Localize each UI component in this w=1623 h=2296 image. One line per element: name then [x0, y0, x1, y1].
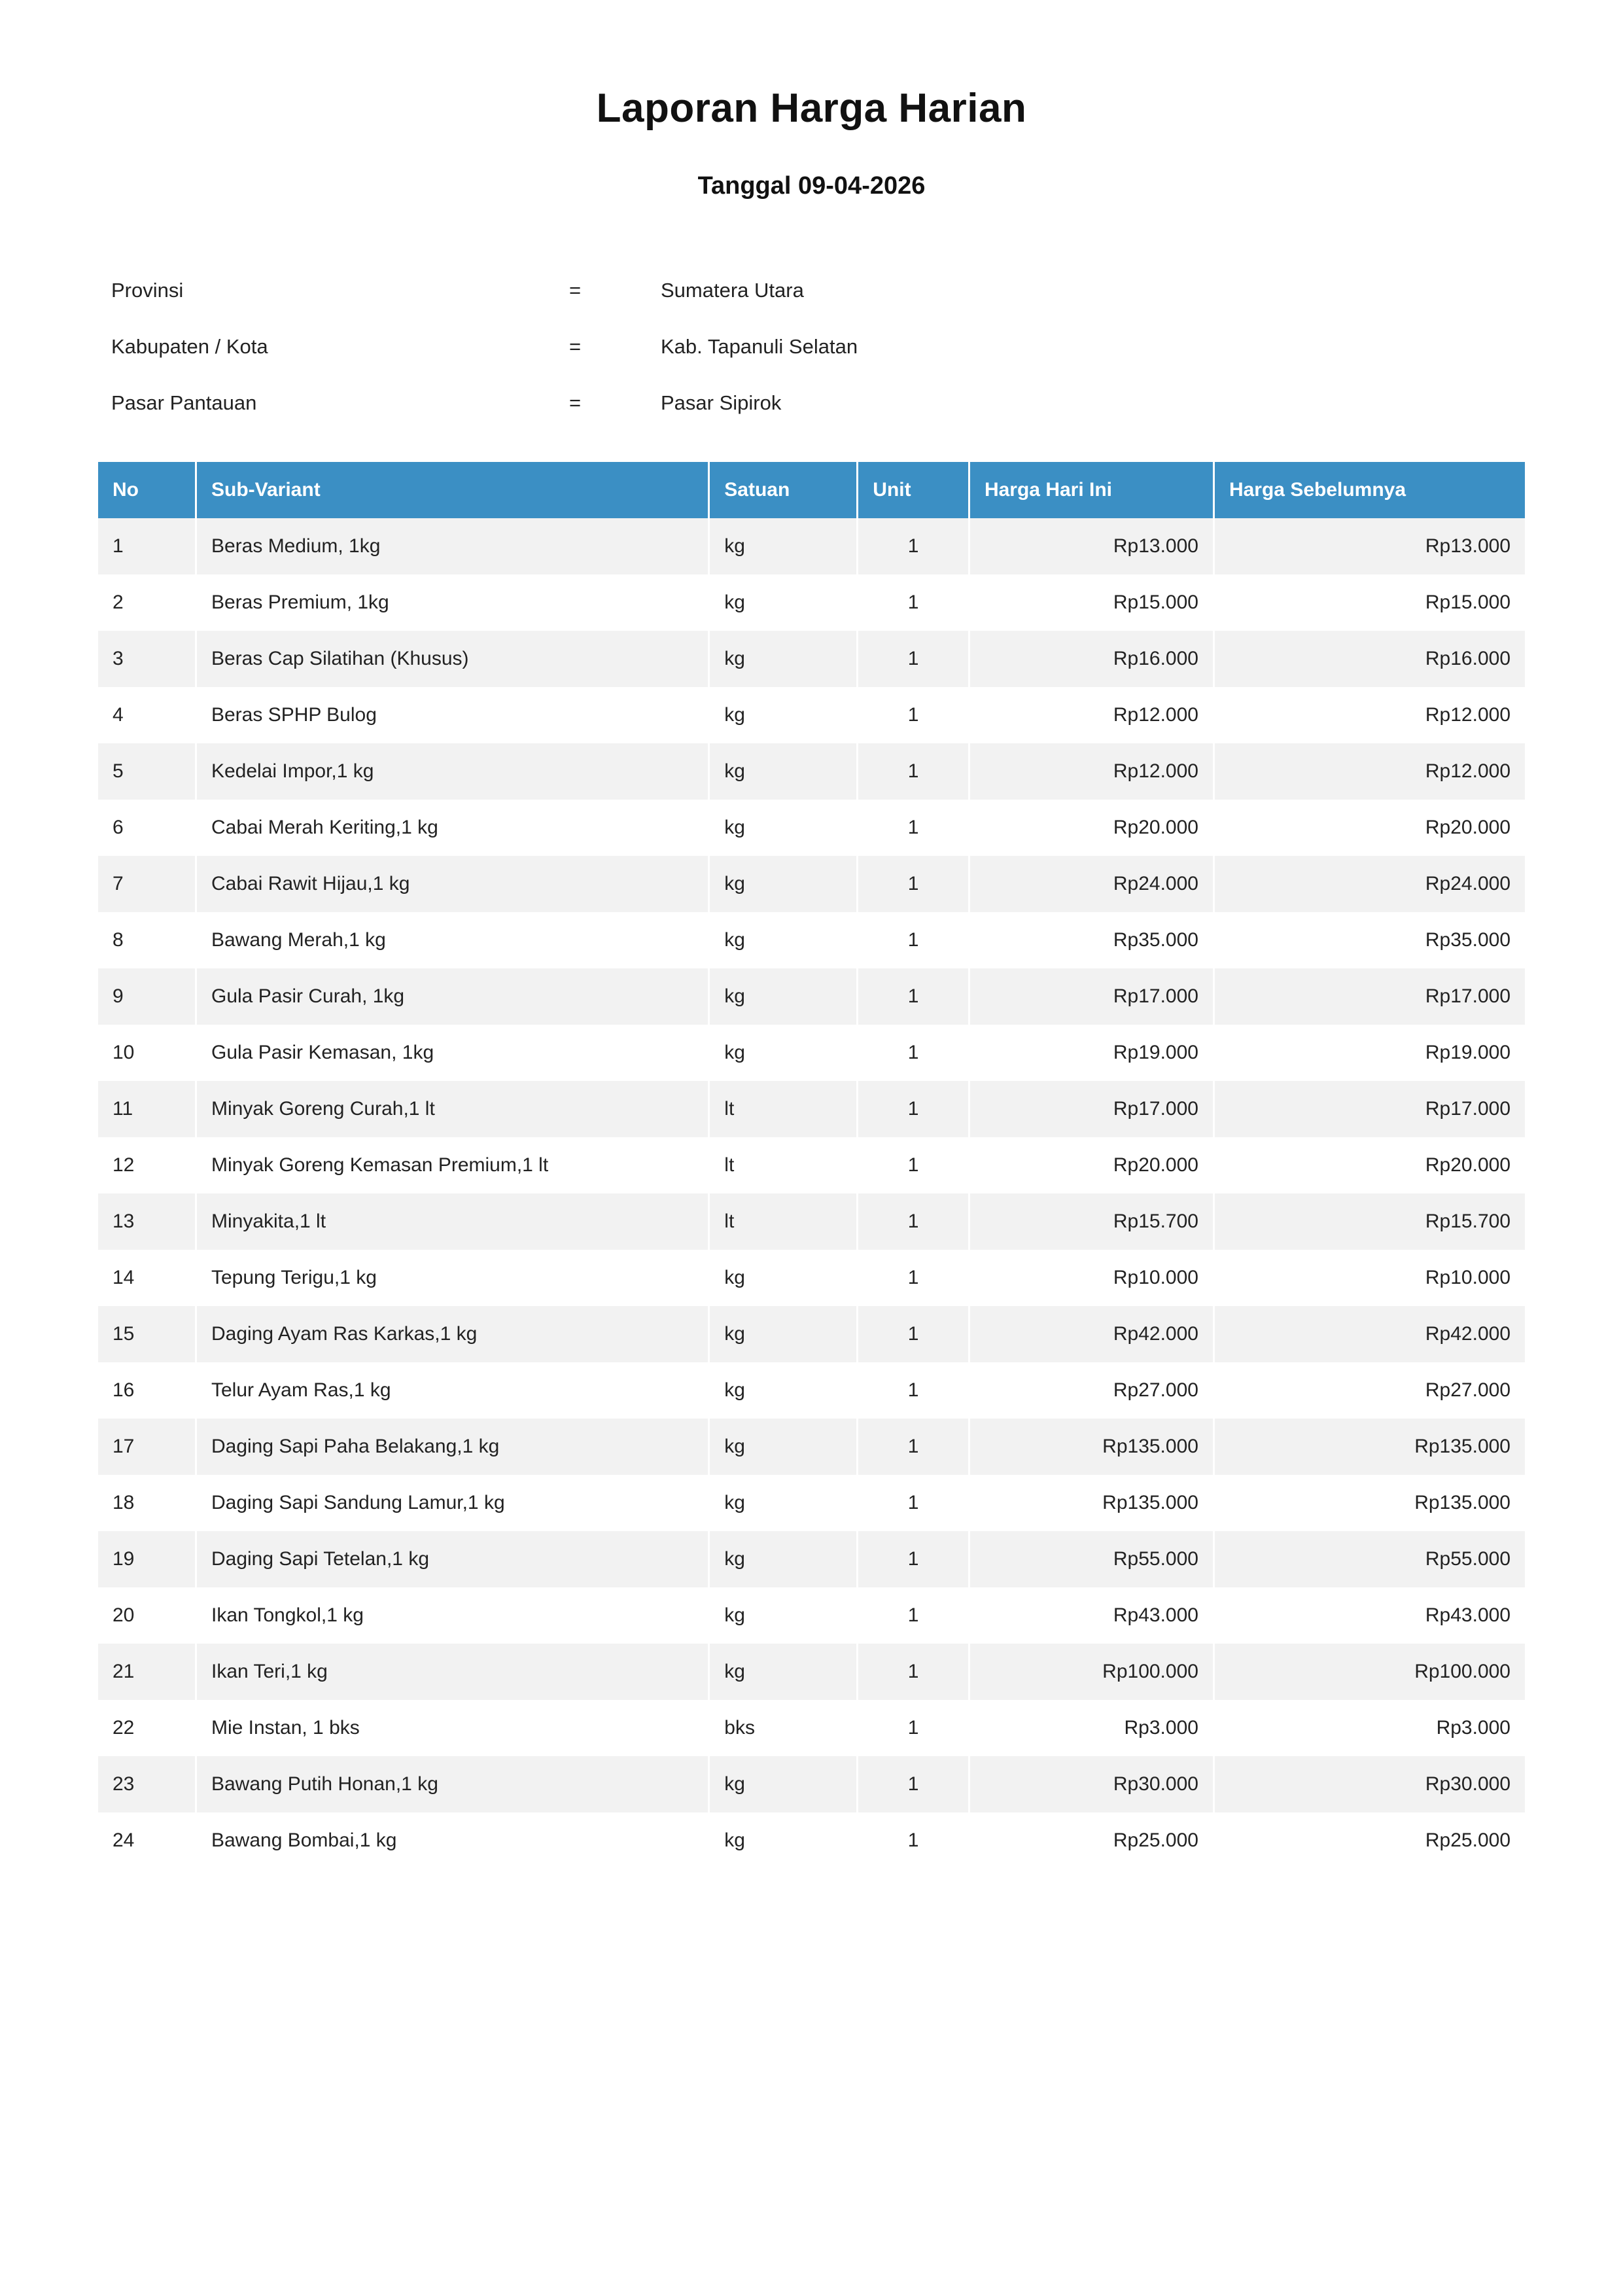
- cell-no: 7: [98, 856, 196, 912]
- table-row: [98, 743, 1525, 800]
- table-header: [98, 462, 1525, 518]
- cell-harga-sebelumnya: Rp15.700: [1213, 1193, 1525, 1250]
- cell-harga-sebelumnya: Rp35.000: [1213, 912, 1525, 968]
- column-header-unit: Unit: [858, 462, 969, 518]
- table-body: [98, 518, 1525, 1869]
- cell-variant: Ikan Tongkol,1 kg: [196, 1587, 708, 1644]
- meta-row-kabupaten: [111, 335, 1525, 359]
- cell-harga-hari-ini: Rp35.000: [969, 912, 1213, 968]
- meta-separator: =: [569, 391, 582, 414]
- cell-unit: 1: [858, 1362, 969, 1419]
- cell-satuan: lt: [709, 1081, 858, 1137]
- table-row: [98, 1644, 1525, 1700]
- cell-variant: Cabai Rawit Hijau,1 kg: [196, 856, 708, 912]
- cell-harga-hari-ini: Rp3.000: [969, 1700, 1213, 1756]
- cell-unit: 1: [858, 1531, 969, 1587]
- cell-no: 21: [98, 1644, 196, 1700]
- cell-no: 24: [98, 1812, 196, 1869]
- cell-satuan: kg: [709, 912, 858, 968]
- cell-variant: Ikan Teri,1 kg: [196, 1644, 708, 1700]
- cell-satuan: bks: [709, 1700, 858, 1756]
- table-row: [98, 800, 1525, 856]
- cell-harga-sebelumnya: Rp3.000: [1213, 1700, 1525, 1756]
- cell-variant: Gula Pasir Curah, 1kg: [196, 968, 708, 1025]
- meta-label-pasar: Pasar Pantauan: [111, 391, 257, 414]
- meta-label-provinsi: Provinsi: [111, 279, 184, 302]
- cell-harga-hari-ini: Rp12.000: [969, 743, 1213, 800]
- cell-variant: Beras SPHP Bulog: [196, 687, 708, 743]
- table-row: [98, 1137, 1525, 1193]
- page-title: Laporan Harga Harian: [596, 86, 1027, 131]
- cell-harga-hari-ini: Rp17.000: [969, 1081, 1213, 1137]
- table-row: [98, 1419, 1525, 1475]
- table-row: [98, 574, 1525, 631]
- cell-satuan: lt: [709, 1193, 858, 1250]
- meta-row-pasar: [111, 391, 1525, 415]
- cell-harga-hari-ini: Rp12.000: [969, 687, 1213, 743]
- meta-separator: =: [569, 279, 582, 302]
- cell-harga-sebelumnya: Rp20.000: [1213, 800, 1525, 856]
- table-row: [98, 968, 1525, 1025]
- cell-harga-sebelumnya: Rp135.000: [1213, 1419, 1525, 1475]
- cell-harga-hari-ini: Rp20.000: [969, 800, 1213, 856]
- meta-label-kabupaten: Kabupaten / Kota: [111, 335, 268, 358]
- cell-satuan: lt: [709, 1137, 858, 1193]
- meta-value-kabupaten: Kab. Tapanuli Selatan: [661, 335, 858, 358]
- cell-unit: 1: [858, 574, 969, 631]
- meta-value-pasar: Pasar Sipirok: [661, 391, 782, 414]
- cell-unit: 1: [858, 631, 969, 687]
- cell-harga-sebelumnya: Rp25.000: [1213, 1812, 1525, 1869]
- cell-harga-hari-ini: Rp100.000: [969, 1644, 1213, 1700]
- cell-no: 11: [98, 1081, 196, 1137]
- cell-unit: 1: [858, 1700, 969, 1756]
- cell-unit: 1: [858, 856, 969, 912]
- table-row: [98, 1193, 1525, 1250]
- cell-no: 17: [98, 1419, 196, 1475]
- cell-satuan: kg: [709, 743, 858, 800]
- table-row: [98, 518, 1525, 574]
- cell-unit: 1: [858, 1587, 969, 1644]
- cell-harga-hari-ini: Rp20.000: [969, 1137, 1213, 1193]
- cell-satuan: kg: [709, 1756, 858, 1812]
- column-header-harga-hari-ini: Harga Hari Ini: [969, 462, 1213, 518]
- table-row: [98, 1531, 1525, 1587]
- cell-no: 10: [98, 1025, 196, 1081]
- cell-variant: Beras Medium, 1kg: [196, 518, 708, 574]
- cell-harga-hari-ini: Rp42.000: [969, 1306, 1213, 1362]
- table-row: [98, 856, 1525, 912]
- cell-unit: 1: [858, 1250, 969, 1306]
- cell-no: 16: [98, 1362, 196, 1419]
- cell-unit: 1: [858, 1081, 969, 1137]
- cell-harga-sebelumnya: Rp30.000: [1213, 1756, 1525, 1812]
- cell-satuan: kg: [709, 631, 858, 687]
- cell-unit: 1: [858, 743, 969, 800]
- cell-harga-hari-ini: Rp55.000: [969, 1531, 1213, 1587]
- cell-variant: Daging Ayam Ras Karkas,1 kg: [196, 1306, 708, 1362]
- cell-harga-hari-ini: Rp27.000: [969, 1362, 1213, 1419]
- cell-variant: Daging Sapi Paha Belakang,1 kg: [196, 1419, 708, 1475]
- cell-variant: Tepung Terigu,1 kg: [196, 1250, 708, 1306]
- cell-no: 13: [98, 1193, 196, 1250]
- table-row: [98, 1081, 1525, 1137]
- cell-variant: Gula Pasir Kemasan, 1kg: [196, 1025, 708, 1081]
- column-header-harga-sebelumnya: Harga Sebelumnya: [1213, 462, 1525, 518]
- cell-satuan: kg: [709, 856, 858, 912]
- cell-variant: Bawang Merah,1 kg: [196, 912, 708, 968]
- cell-satuan: kg: [709, 1306, 858, 1362]
- cell-satuan: kg: [709, 1025, 858, 1081]
- table-row: [98, 1587, 1525, 1644]
- cell-satuan: kg: [709, 1362, 858, 1419]
- cell-satuan: kg: [709, 800, 858, 856]
- cell-no: 4: [98, 687, 196, 743]
- table-header-row: [98, 462, 1525, 518]
- cell-satuan: kg: [709, 687, 858, 743]
- cell-variant: Kedelai Impor,1 kg: [196, 743, 708, 800]
- cell-unit: 1: [858, 800, 969, 856]
- cell-variant: Minyak Goreng Curah,1 lt: [196, 1081, 708, 1137]
- column-header-no: No: [98, 462, 196, 518]
- cell-harga-hari-ini: Rp15.700: [969, 1193, 1213, 1250]
- cell-unit: 1: [858, 1193, 969, 1250]
- cell-harga-hari-ini: Rp10.000: [969, 1250, 1213, 1306]
- cell-unit: 1: [858, 518, 969, 574]
- cell-unit: 1: [858, 1475, 969, 1531]
- cell-unit: 1: [858, 1306, 969, 1362]
- cell-satuan: kg: [709, 1475, 858, 1531]
- table-row: [98, 631, 1525, 687]
- cell-variant: Minyakita,1 lt: [196, 1193, 708, 1250]
- cell-no: 3: [98, 631, 196, 687]
- meta-separator: =: [569, 335, 582, 358]
- cell-harga-sebelumnya: Rp24.000: [1213, 856, 1525, 912]
- cell-satuan: kg: [709, 1531, 858, 1587]
- cell-harga-sebelumnya: Rp17.000: [1213, 1081, 1525, 1137]
- cell-unit: 1: [858, 1644, 969, 1700]
- cell-harga-hari-ini: Rp30.000: [969, 1756, 1213, 1812]
- cell-no: 5: [98, 743, 196, 800]
- report-meta: [111, 279, 1525, 415]
- column-header-satuan: Satuan: [709, 462, 858, 518]
- cell-variant: Daging Sapi Tetelan,1 kg: [196, 1531, 708, 1587]
- cell-harga-sebelumnya: Rp10.000: [1213, 1250, 1525, 1306]
- meta-value-provinsi: Sumatera Utara: [661, 279, 804, 302]
- cell-no: 9: [98, 968, 196, 1025]
- report-date: Tanggal 09-04-2026: [697, 172, 926, 200]
- cell-no: 23: [98, 1756, 196, 1812]
- cell-unit: 1: [858, 1025, 969, 1081]
- cell-variant: Cabai Merah Keriting,1 kg: [196, 800, 708, 856]
- table-row: [98, 1812, 1525, 1869]
- table-row: [98, 1756, 1525, 1812]
- cell-unit: 1: [858, 912, 969, 968]
- table-row: [98, 912, 1525, 968]
- cell-harga-hari-ini: Rp19.000: [969, 1025, 1213, 1081]
- cell-variant: Bawang Putih Honan,1 kg: [196, 1756, 708, 1812]
- cell-variant: Daging Sapi Sandung Lamur,1 kg: [196, 1475, 708, 1531]
- table-row: [98, 1250, 1525, 1306]
- cell-variant: Telur Ayam Ras,1 kg: [196, 1362, 708, 1419]
- cell-unit: 1: [858, 1756, 969, 1812]
- cell-harga-sebelumnya: Rp100.000: [1213, 1644, 1525, 1700]
- cell-no: 2: [98, 574, 196, 631]
- cell-no: 19: [98, 1531, 196, 1587]
- cell-satuan: kg: [709, 574, 858, 631]
- cell-no: 18: [98, 1475, 196, 1531]
- cell-harga-hari-ini: Rp24.000: [969, 856, 1213, 912]
- table-row: [98, 1475, 1525, 1531]
- cell-harga-hari-ini: Rp17.000: [969, 968, 1213, 1025]
- cell-no: 15: [98, 1306, 196, 1362]
- column-header-variant: Sub-Variant: [196, 462, 708, 518]
- cell-no: 22: [98, 1700, 196, 1756]
- cell-harga-hari-ini: Rp135.000: [969, 1419, 1213, 1475]
- cell-no: 6: [98, 800, 196, 856]
- table-row: [98, 1025, 1525, 1081]
- cell-variant: Minyak Goreng Kemasan Premium,1 lt: [196, 1137, 708, 1193]
- cell-variant: Beras Cap Silatihan (Khusus): [196, 631, 708, 687]
- cell-unit: 1: [858, 1137, 969, 1193]
- cell-unit: 1: [858, 1419, 969, 1475]
- cell-harga-hari-ini: Rp43.000: [969, 1587, 1213, 1644]
- cell-harga-sebelumnya: Rp12.000: [1213, 743, 1525, 800]
- cell-harga-hari-ini: Rp135.000: [969, 1475, 1213, 1531]
- cell-satuan: kg: [709, 1812, 858, 1869]
- table-row: [98, 1306, 1525, 1362]
- table-row: [98, 687, 1525, 743]
- meta-row-provinsi: [111, 279, 1525, 302]
- cell-no: 14: [98, 1250, 196, 1306]
- cell-harga-sebelumnya: Rp135.000: [1213, 1475, 1525, 1531]
- cell-unit: 1: [858, 968, 969, 1025]
- cell-harga-sebelumnya: Rp15.000: [1213, 574, 1525, 631]
- table-row: [98, 1700, 1525, 1756]
- cell-harga-sebelumnya: Rp13.000: [1213, 518, 1525, 574]
- cell-harga-sebelumnya: Rp55.000: [1213, 1531, 1525, 1587]
- cell-satuan: kg: [709, 1419, 858, 1475]
- cell-variant: Mie Instan, 1 bks: [196, 1700, 708, 1756]
- cell-no: 12: [98, 1137, 196, 1193]
- cell-satuan: kg: [709, 1250, 858, 1306]
- cell-variant: Beras Premium, 1kg: [196, 574, 708, 631]
- cell-satuan: kg: [709, 1587, 858, 1644]
- price-table: [98, 462, 1525, 1869]
- cell-variant: Bawang Bombai,1 kg: [196, 1812, 708, 1869]
- cell-no: 8: [98, 912, 196, 968]
- cell-harga-hari-ini: Rp13.000: [969, 518, 1213, 574]
- cell-harga-hari-ini: Rp16.000: [969, 631, 1213, 687]
- cell-harga-sebelumnya: Rp17.000: [1213, 968, 1525, 1025]
- table-row: [98, 1362, 1525, 1419]
- cell-harga-sebelumnya: Rp16.000: [1213, 631, 1525, 687]
- cell-satuan: kg: [709, 968, 858, 1025]
- cell-harga-sebelumnya: Rp43.000: [1213, 1587, 1525, 1644]
- cell-no: 1: [98, 518, 196, 574]
- cell-unit: 1: [858, 687, 969, 743]
- cell-harga-sebelumnya: Rp42.000: [1213, 1306, 1525, 1362]
- cell-satuan: kg: [709, 518, 858, 574]
- cell-unit: 1: [858, 1812, 969, 1869]
- cell-harga-sebelumnya: Rp27.000: [1213, 1362, 1525, 1419]
- cell-harga-sebelumnya: Rp20.000: [1213, 1137, 1525, 1193]
- cell-harga-hari-ini: Rp15.000: [969, 574, 1213, 631]
- cell-no: 20: [98, 1587, 196, 1644]
- cell-satuan: kg: [709, 1644, 858, 1700]
- cell-harga-sebelumnya: Rp19.000: [1213, 1025, 1525, 1081]
- cell-harga-hari-ini: Rp25.000: [969, 1812, 1213, 1869]
- cell-harga-sebelumnya: Rp12.000: [1213, 687, 1525, 743]
